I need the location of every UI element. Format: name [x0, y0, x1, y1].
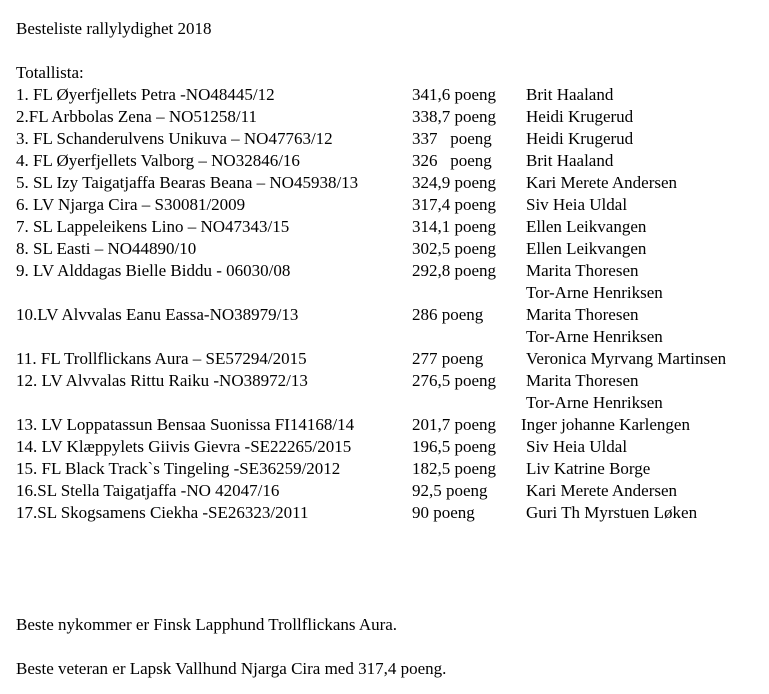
entry-handler: Tor-Arne Henriksen: [526, 327, 663, 346]
entry-handler: Inger johanne Karlengen: [521, 415, 690, 434]
entry-points: 326 poeng: [412, 151, 492, 170]
entry-points: 302,5 poeng: [412, 239, 497, 258]
entry-name: 14. LV Klæppylets Giivis Gievra -SE22265/2015: [16, 437, 352, 456]
list-heading: Totallista:: [16, 63, 84, 82]
entry-name: 2.FL Arbbolas Zena – NO51258/11: [16, 107, 257, 126]
entry-handler: Marita Thoresen: [526, 371, 639, 390]
entry-points: 324,9 poeng: [412, 173, 497, 192]
entry-name: 11. FL Trollflickans Aura – SE57294/2015: [16, 349, 307, 368]
best-newcomer-text: Beste nykommer er Finsk Lapphund Trollflickans Aura.: [16, 615, 398, 634]
entry-points: 338,7 poeng: [412, 107, 497, 126]
best-veteran-text: Beste veteran er Lapsk Vallhund Njarga Cira med 317,4 poeng.: [16, 659, 447, 678]
entry-points: 314,1 poeng: [412, 217, 497, 236]
entry-points: 317,4 poeng: [412, 195, 497, 214]
entry-points: 182,5 poeng: [412, 459, 497, 478]
entry-handler: Guri Th Myrstuen Løken: [526, 503, 698, 522]
entry-points: 201,7 poeng: [412, 415, 497, 434]
entry-name: 1. FL Øyerfjellets Petra -NO48445/12: [16, 85, 275, 104]
entry-name: 8. SL Easti – NO44890/10: [16, 239, 197, 258]
entry-name: 15. FL Black Track`s Tingeling -SE36259/2012: [16, 459, 341, 478]
entry-name: 4. FL Øyerfjellets Valborg – NO32846/16: [16, 151, 300, 170]
entry-name: 16.SL Stella Taigatjaffa -NO 42047/16: [16, 481, 280, 500]
entry-handler: Heidi Krugerud: [526, 107, 634, 126]
entry-name: 7. SL Lappeleikens Lino – NO47343/15: [16, 217, 290, 236]
entry-handler: Brit Haaland: [526, 151, 614, 170]
entry-points: 292,8 poeng: [412, 261, 497, 280]
entry-name: 17.SL Skogsamens Ciekha -SE26323/2011: [16, 503, 309, 522]
entry-handler: Siv Heia Uldal: [526, 195, 628, 214]
entry-name: 3. FL Schanderulvens Unikuva – NO47763/12: [16, 129, 333, 148]
entry-handler: Kari Merete Andersen: [526, 173, 678, 192]
entry-handler: Veronica Myrvang Martinsen: [526, 349, 727, 368]
entry-handler: Heidi Krugerud: [526, 129, 634, 148]
entry-handler: Ellen Leikvangen: [526, 217, 647, 236]
entry-points: 277 poeng: [412, 349, 484, 368]
entry-name: 6. LV Njarga Cira – S30081/2009: [16, 195, 246, 214]
entry-handler: Tor-Arne Henriksen: [526, 393, 663, 412]
entry-points: 92,5 poeng: [412, 481, 488, 500]
entry-handler: Siv Heia Uldal: [526, 437, 628, 456]
entry-name: 9. LV Alddagas Bielle Biddu - 06030/08: [16, 261, 291, 280]
entry-handler: Tor-Arne Henriksen: [526, 283, 663, 302]
entry-name: 13. LV Loppatassun Bensaa Suonissa FI14168/14: [16, 415, 355, 434]
document-title: Besteliste rallylydighet 2018: [16, 19, 212, 38]
entry-points: 196,5 poeng: [412, 437, 497, 456]
entry-name: 5. SL Izy Taigatjaffa Bearas Beana – NO45938/13: [16, 173, 359, 192]
entry-handler: Liv Katrine Borge: [526, 459, 651, 478]
entry-handler: Brit Haaland: [526, 85, 614, 104]
entry-points: 341,6 poeng: [412, 85, 497, 104]
entry-name: 10.LV Alvvalas Eanu Eassa-NO38979/13: [16, 305, 299, 324]
entry-handler: Ellen Leikvangen: [526, 239, 647, 258]
entry-points: 286 poeng: [412, 305, 484, 324]
entry-name: 12. LV Alvvalas Rittu Raiku -NO38972/13: [16, 371, 308, 390]
entry-points: 337 poeng: [412, 129, 492, 148]
entry-handler: Marita Thoresen: [526, 261, 639, 280]
entry-handler: Kari Merete Andersen: [526, 481, 678, 500]
entry-points: 276,5 poeng: [412, 371, 497, 390]
entry-handler: Marita Thoresen: [526, 305, 639, 324]
entry-points: 90 poeng: [412, 503, 475, 522]
